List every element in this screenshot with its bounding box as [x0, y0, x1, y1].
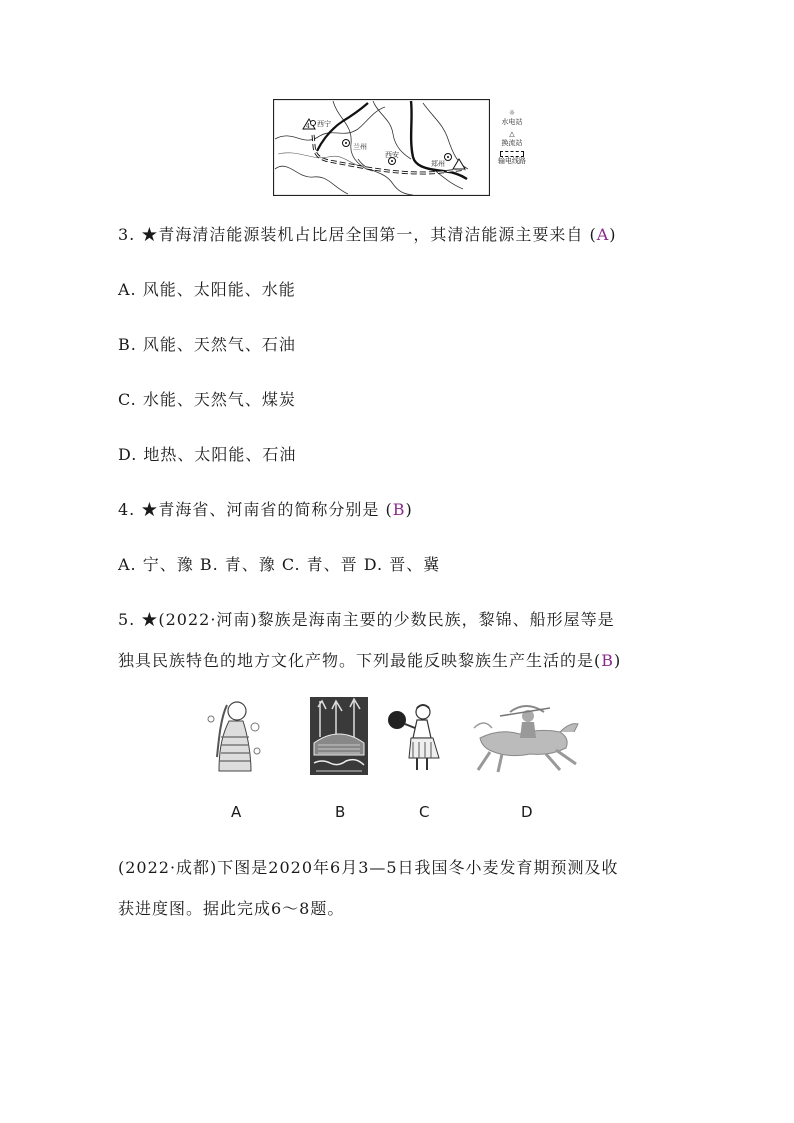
option: D. 地热、太阳能、石油 — [118, 445, 297, 464]
answer: B — [392, 500, 406, 519]
papercut-girl-ball-image — [387, 702, 451, 774]
map-city-label: 兰州 — [353, 143, 367, 151]
question-number: 3. — [118, 225, 136, 244]
map-city-label: 西安 — [385, 151, 399, 159]
svg-text:4: 4 — [306, 123, 310, 130]
question-stem: 青海省、河南省的简称分别是 — [158, 500, 380, 519]
map-city-label: 西宁 — [317, 120, 331, 128]
map-legend — [492, 109, 532, 166]
question-stem: 青海清洁能源装机占比居全国第一，其清洁能源主要来自 — [158, 225, 584, 244]
option: B. 风能、天然气、石油 — [118, 335, 296, 354]
legend-converter-label: 换流站 — [501, 139, 523, 147]
question-stem: 独具民族特色的地方文化产物。下列最能反映黎族生产生活的是 — [118, 651, 595, 670]
intro-line2: 获进度图。据此完成6～8题。 — [118, 899, 345, 918]
question-stem: (2022·河南)黎族是海南主要的少数民族，黎锦、船形屋等是 — [158, 610, 615, 629]
sun-icon: ☼ — [508, 109, 516, 117]
papercut-horse-rider-image — [470, 698, 582, 774]
options-line: A. 宁、豫 B. 青、豫 C. 青、晋 D. 晋、冀 — [118, 555, 441, 574]
star-icon: ★ — [141, 225, 159, 244]
option: C. 水能、天然气、煤炭 — [118, 390, 296, 409]
question-4: 4. ★青海省、河南省的简称分别是 (B) — [118, 500, 413, 519]
triangle-icon: △ — [509, 130, 515, 138]
image-label: A — [231, 803, 242, 821]
legend-hydro-label: 水电站 — [501, 118, 523, 126]
intro-line1: (2022·成都)下图是2020年6月3—5日我国冬小麦发育期预测及收 — [118, 858, 619, 877]
star-icon: ★ — [141, 500, 159, 519]
star-icon: ★ — [141, 610, 159, 629]
map-city-label: 郑州 — [431, 160, 445, 168]
papercut-house-image — [310, 697, 368, 775]
question-3: 3. ★青海清洁能源装机占比居全国第一，其清洁能源主要来自 (A) — [118, 225, 617, 244]
answer: B — [601, 651, 615, 670]
option: A. 风能、太阳能、水能 — [118, 280, 296, 299]
image-label: C — [419, 803, 430, 821]
question-number: 5. — [118, 610, 136, 629]
image-label: B — [335, 803, 346, 821]
legend-line-label: 输电线路 — [498, 157, 526, 165]
question-5-line2: 独具民族特色的地方文化产物。下列最能反映黎族生产生活的是(B) — [118, 651, 622, 670]
answer: A — [596, 225, 610, 244]
papercut-woman-image — [203, 697, 265, 777]
energy-map-figure — [273, 99, 490, 196]
question-number: 4. — [118, 500, 136, 519]
question-5 — [118, 609, 615, 631]
image-label: D — [521, 803, 533, 821]
